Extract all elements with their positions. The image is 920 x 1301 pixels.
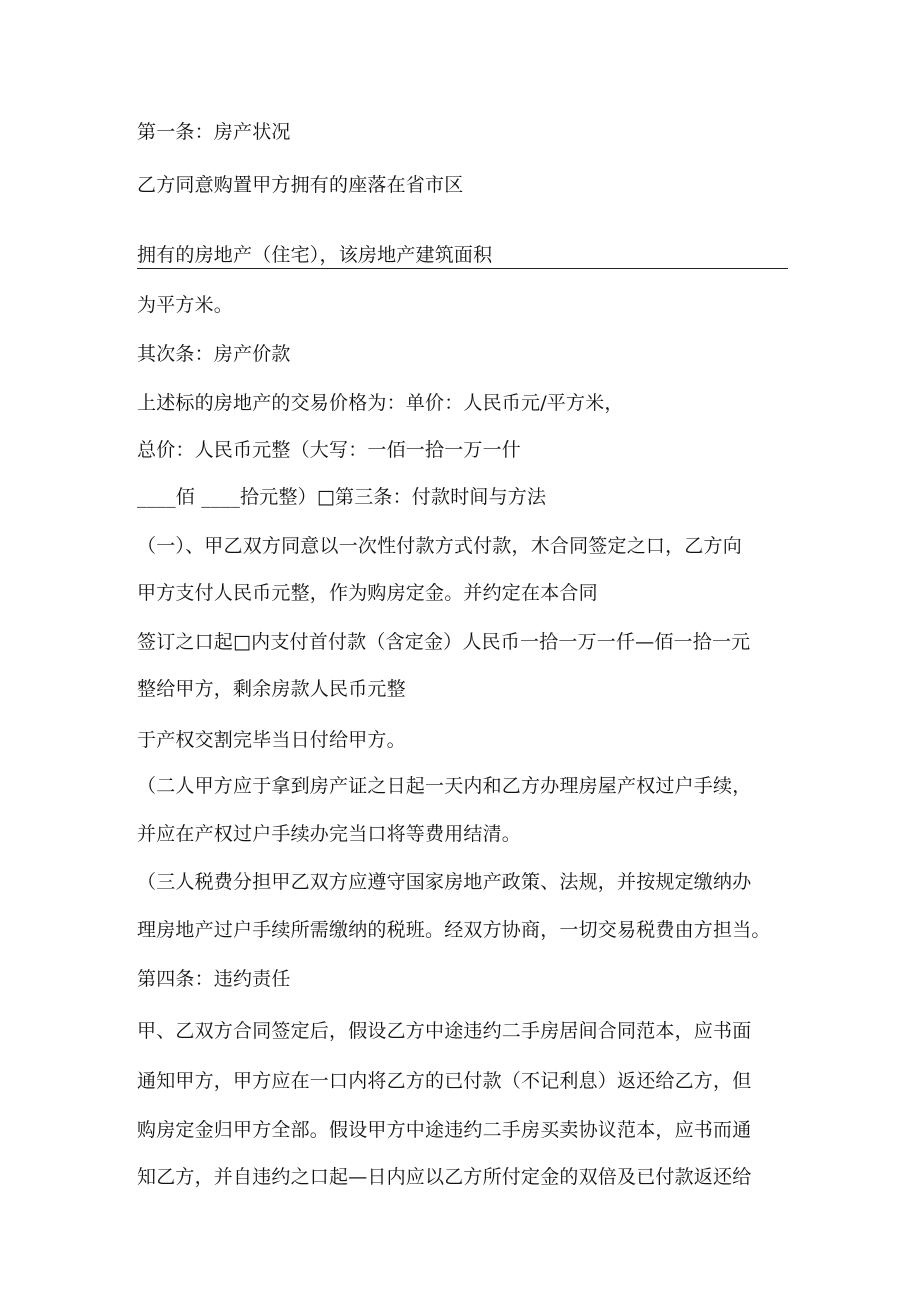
text-line: 理房地产过户手续所需缴纳的税班。经双方协商，一切交易税费由方担当。 (137, 919, 771, 941)
text-line: 总价：人民币元整（大写：一佰一拾一万一什 (137, 439, 522, 461)
clause-1-heading: 第一条：房产状况 (137, 121, 291, 143)
clause-4-heading: 第四条：违约责任 (137, 968, 291, 990)
text-line: 甲方支付人民币元整，作为购房定金。并约定在本合同 (137, 582, 598, 604)
text-line: 签订之口起□内支付首付款（含定金）人民币一拾一万一仟—佰一拾一元 (137, 631, 751, 653)
text-line: 购房定金归甲方全部。假设甲方中途违约二手房买卖协议范本，应书而通 (137, 1119, 752, 1141)
text-line: （三人税费分担甲乙双方应遵守国家房地产政策、法规，并按规定缴纳办 (137, 871, 752, 893)
text-line: （一）、甲乙双方同意以一次性付款方式付款，木合同签定之口，乙方向 (137, 535, 742, 557)
clause-3-heading-line: ____佰 ____拾元整）□第三条：付款时间与方法 (137, 486, 547, 508)
text-line: （二人甲方应于拿到房产证之日起一天内和乙方办理房屋产权过户手续， (137, 775, 752, 797)
text-line: 甲、乙双方合同签定后，假设乙方中途违约二手房居间合同范本，应书面 (137, 1020, 752, 1042)
text-line: 通知甲方，甲方应在一口内将乙方的已付款（不记利息）返还给乙方，但 (137, 1070, 752, 1092)
text-line: 并应在产权过户手续办完当口将等费用结清。 (137, 823, 522, 845)
fill-in-underline (137, 268, 788, 269)
clause-2-heading: 其次条：房产价款 (137, 343, 291, 365)
text-line: 知乙方，并自违约之口起—日内应以乙方所付定金的双倍及已付款返还给 (137, 1166, 752, 1188)
text-line: 乙方同意购置甲方拥有的座落在省市区 (137, 174, 464, 196)
text-line: 上述标的房地产的交易价格为：单价：人民币元/平方米， (137, 392, 624, 414)
text-line: 为平方米。 (137, 294, 234, 316)
text-line: 于产权交割完毕当日付给甲方。 (137, 729, 406, 751)
text-line: 整给甲方，剩余房款人民币元整 (137, 678, 406, 700)
text-line: 拥有的房地产（住宅），该房地产建筑面积 (137, 244, 493, 266)
